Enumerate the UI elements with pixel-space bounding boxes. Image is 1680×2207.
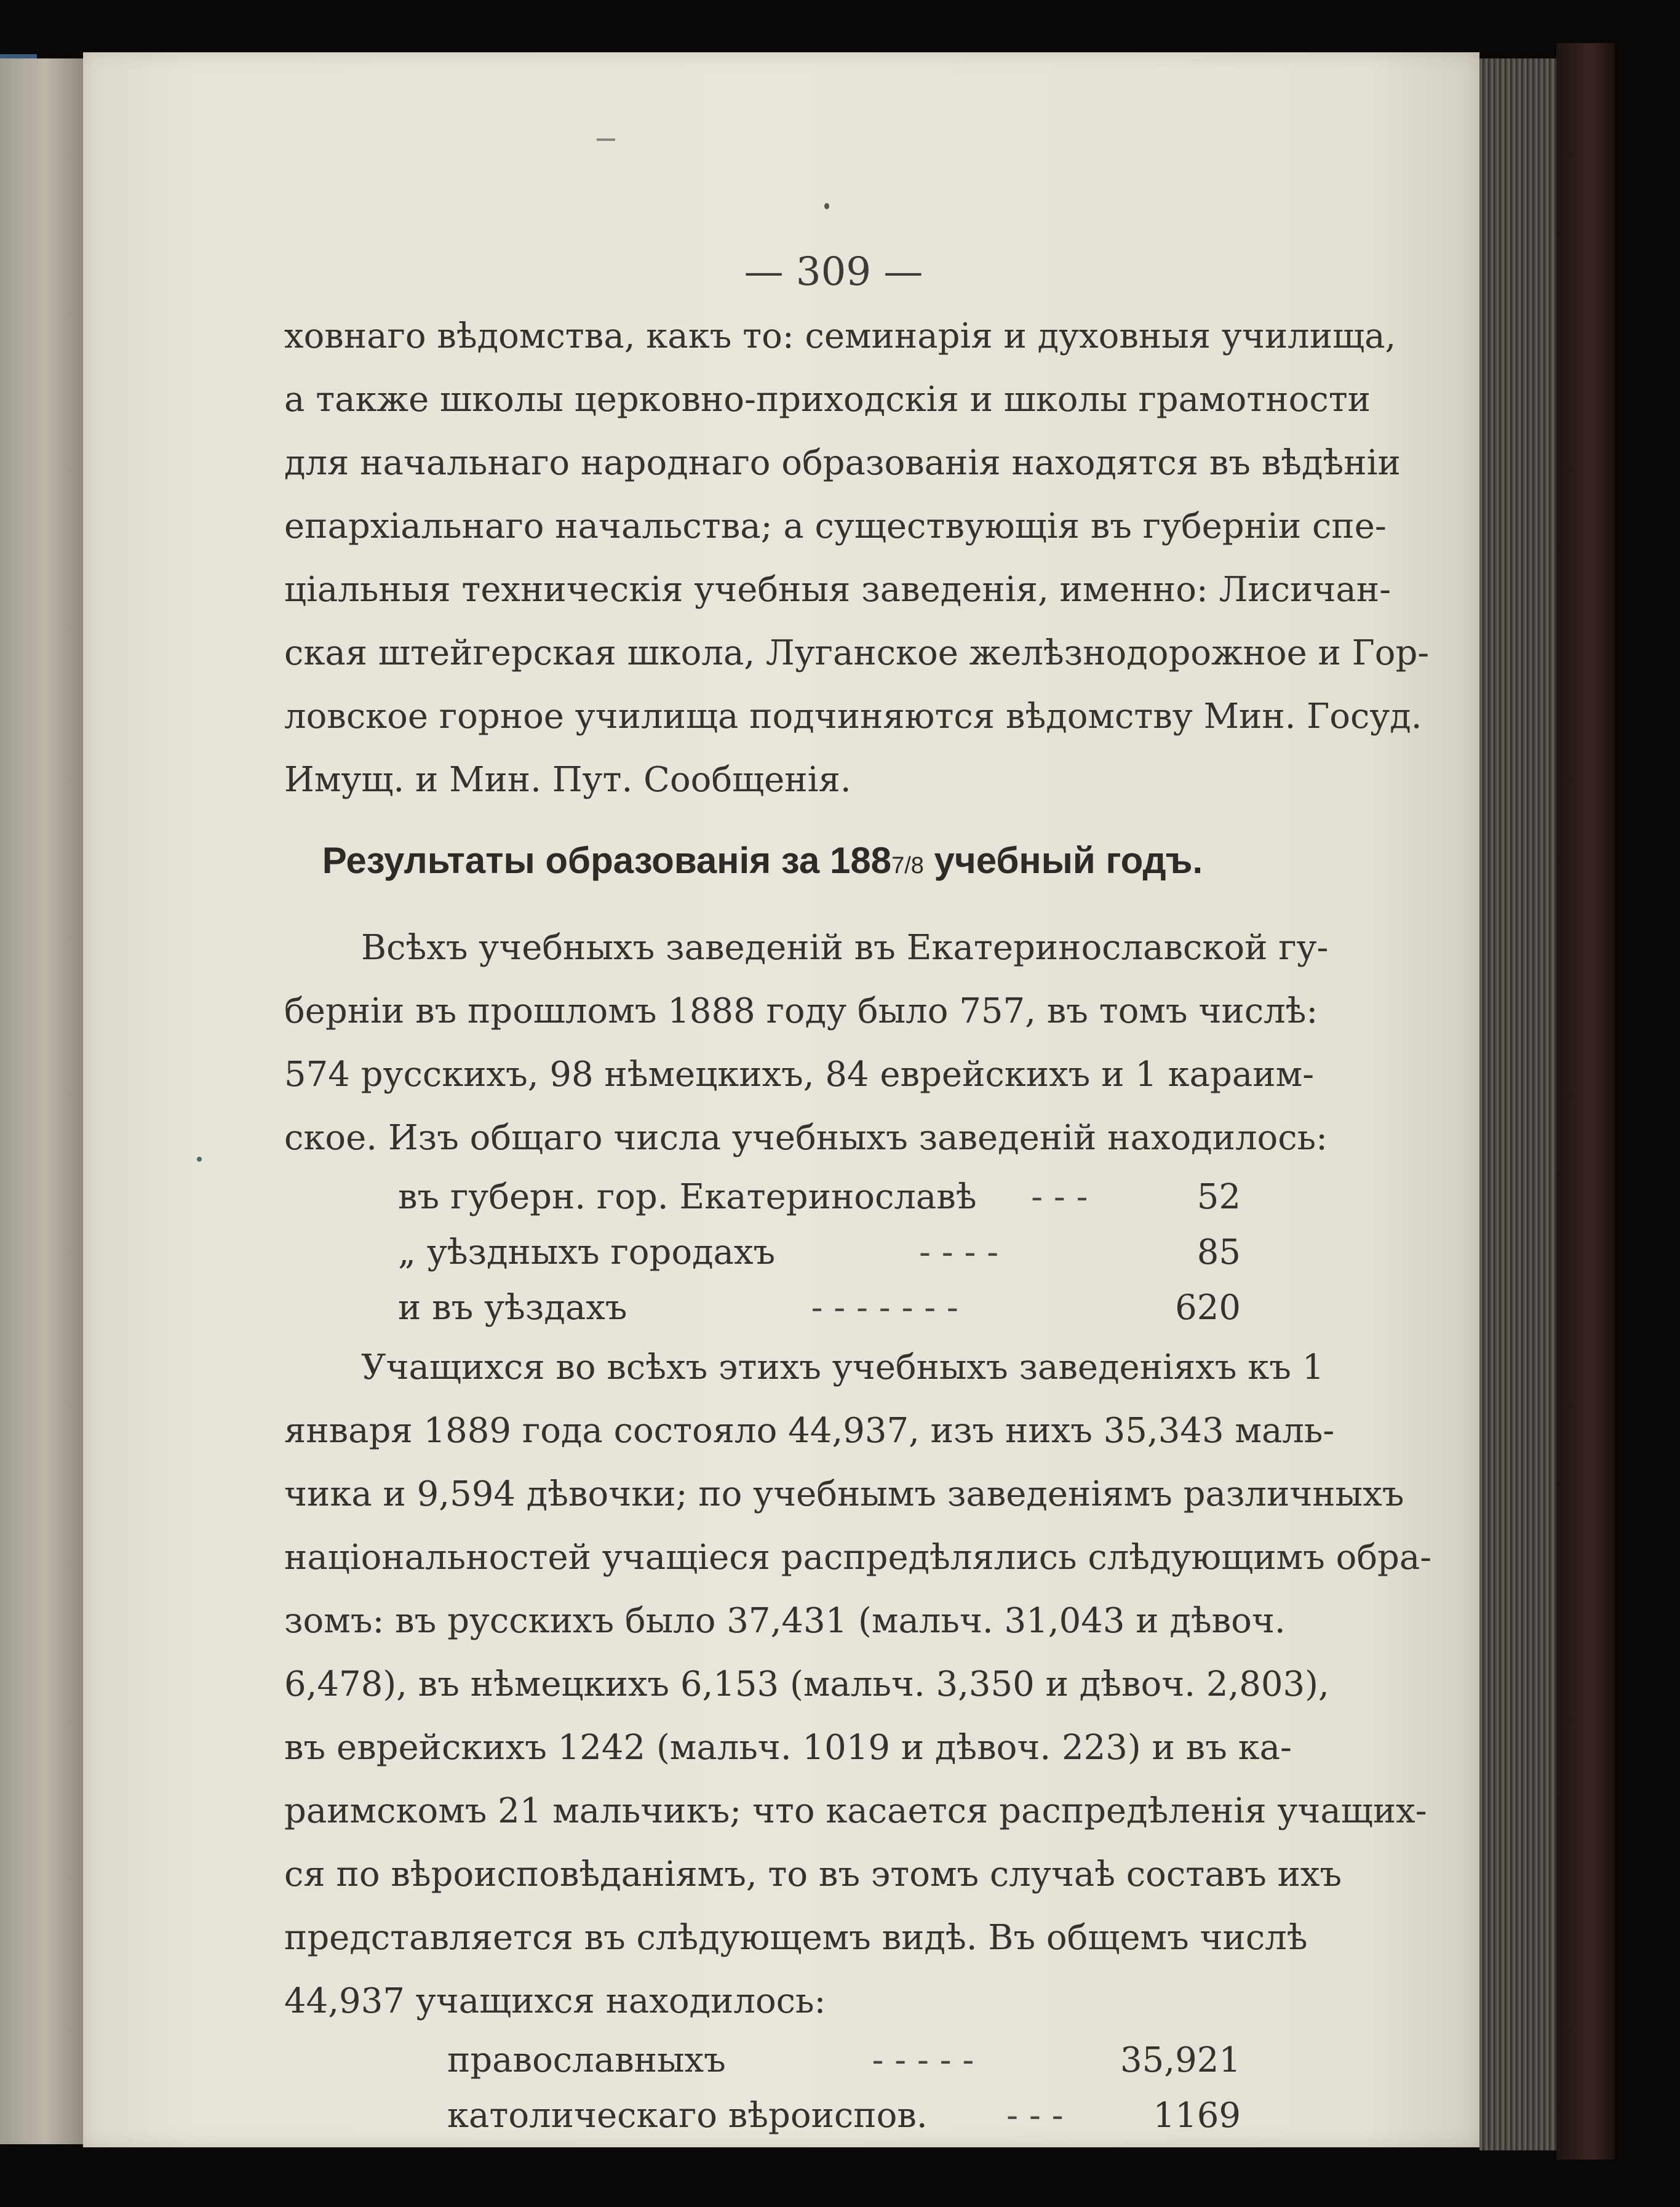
text-line: представляется въ слѣдующемъ видѣ. Въ общемъ числѣ: [284, 1918, 1308, 1958]
text-line: 574 русскихъ, 98 нѣмецкихъ, 84 еврейскихъ и 1 караим-: [284, 1055, 1315, 1095]
list-row: [284, 2033, 1241, 2088]
list-row: [284, 1280, 1241, 1336]
text-line: 6,478), въ нѣмецкихъ 6,153 (мальч. 3,350 и дѣвоч. 2,803),: [284, 1664, 1329, 1704]
paragraph-1: [284, 305, 1430, 812]
page-number: — 309 —: [744, 249, 923, 295]
page-stack-edges: [1479, 58, 1556, 2150]
page-text: [284, 305, 1432, 2144]
list-leader: - - -: [1006, 2096, 1064, 2136]
institutions-list: [284, 1170, 1241, 1336]
list-label: „ уѣздныхъ городахъ: [398, 1232, 776, 1272]
text-line: національностей учащіеся распредѣлялись слѣдующимъ обра-: [284, 1538, 1432, 1578]
ink-speck: [824, 203, 829, 209]
paragraph-3: [284, 1336, 1432, 2033]
list-value: 620: [1175, 1288, 1241, 1328]
list-leader: - - - - -: [872, 2040, 974, 2080]
text-line: Учащихся во всѣхъ этихъ учебныхъ заведеніяхъ къ 1: [361, 1347, 1324, 1387]
scan-mark: [597, 138, 615, 141]
list-leader: - - - -: [919, 1232, 999, 1272]
previous-page-edge: [0, 58, 86, 2144]
text-line: чика и 9,594 дѣвочки; по учебнымъ заведеніямъ различныхъ: [284, 1474, 1404, 1514]
text-line: зомъ: въ русскихъ было 37,431 (мальч. 31,043 и дѣвоч.: [284, 1601, 1286, 1641]
text-line: ціальныя техническія учебныя заведенія, именно: Лисичан-: [284, 570, 1391, 610]
book-cover-edge: [1556, 43, 1615, 2160]
heading-text: Результаты образованія за 188: [322, 840, 892, 881]
list-value: 35,921: [1120, 2040, 1241, 2080]
margin-speck: [197, 1157, 202, 1162]
list-label: православныхъ: [447, 2040, 726, 2080]
text-line: епархіальнаго начальства; а существующія въ губерніи спе-: [284, 506, 1387, 546]
heading-suffix: учебный годъ.: [923, 840, 1203, 881]
list-leader: - - - - - - -: [811, 1288, 958, 1328]
list-row: [284, 2088, 1241, 2144]
text-line: Имущ. и Мин. Пут. Сообщенія.: [284, 760, 851, 800]
text-line: ская штейгерская школа, Луганское желѣзнодорожное и Гор-: [284, 633, 1430, 673]
confessions-list: [284, 2033, 1241, 2144]
list-label: католическаго вѣроиспов.: [447, 2096, 928, 2136]
text-line: ховнаго вѣдомства, какъ то: семинарія и духовныя училища,: [284, 316, 1396, 356]
text-line: ское. Изъ общаго числа учебныхъ заведеній находилось:: [284, 1118, 1328, 1158]
list-value: 52: [1196, 1177, 1241, 1217]
text-line: а также школы церковно-приходскія и школы грамотности: [284, 380, 1371, 420]
paragraph-2: [284, 916, 1329, 1170]
list-value: 1169: [1153, 2096, 1241, 2136]
text-line: января 1889 года состояло 44,937, изъ нихъ 35,343 маль-: [284, 1411, 1335, 1451]
heading-fraction: 7/8: [891, 853, 924, 879]
text-line: для начальнаго народнаго образованія находятся въ вѣдѣніи: [284, 443, 1401, 483]
list-row: [284, 1170, 1241, 1225]
list-label: и въ уѣздахъ: [398, 1288, 627, 1328]
text-line: 44,937 учащихся находилось:: [284, 1981, 826, 2021]
text-line: берніи въ прошломъ 1888 году было 757, въ томъ числѣ:: [284, 991, 1318, 1031]
list-label: въ губерн. гор. Екатеринославѣ: [398, 1177, 977, 1217]
list-leader: - - -: [1031, 1177, 1088, 1217]
list-value: 85: [1196, 1232, 1241, 1272]
text-line: въ еврейскихъ 1242 (мальч. 1019 и дѣвоч. 223) и въ ка-: [284, 1728, 1292, 1768]
text-line: ловское горное училища подчиняются вѣдомству Мин. Госуд.: [284, 696, 1422, 736]
section-heading: [284, 824, 1241, 898]
text-line: Всѣхъ учебныхъ заведеній въ Екатеринославской гу-: [361, 928, 1329, 968]
text-line: ся по вѣроисповѣданіямъ, то въ этомъ случаѣ составъ ихъ: [284, 1854, 1342, 1894]
text-line: раимскомъ 21 мальчикъ; что касается распредѣленія учащих-: [284, 1791, 1427, 1831]
list-row: [284, 1225, 1241, 1280]
